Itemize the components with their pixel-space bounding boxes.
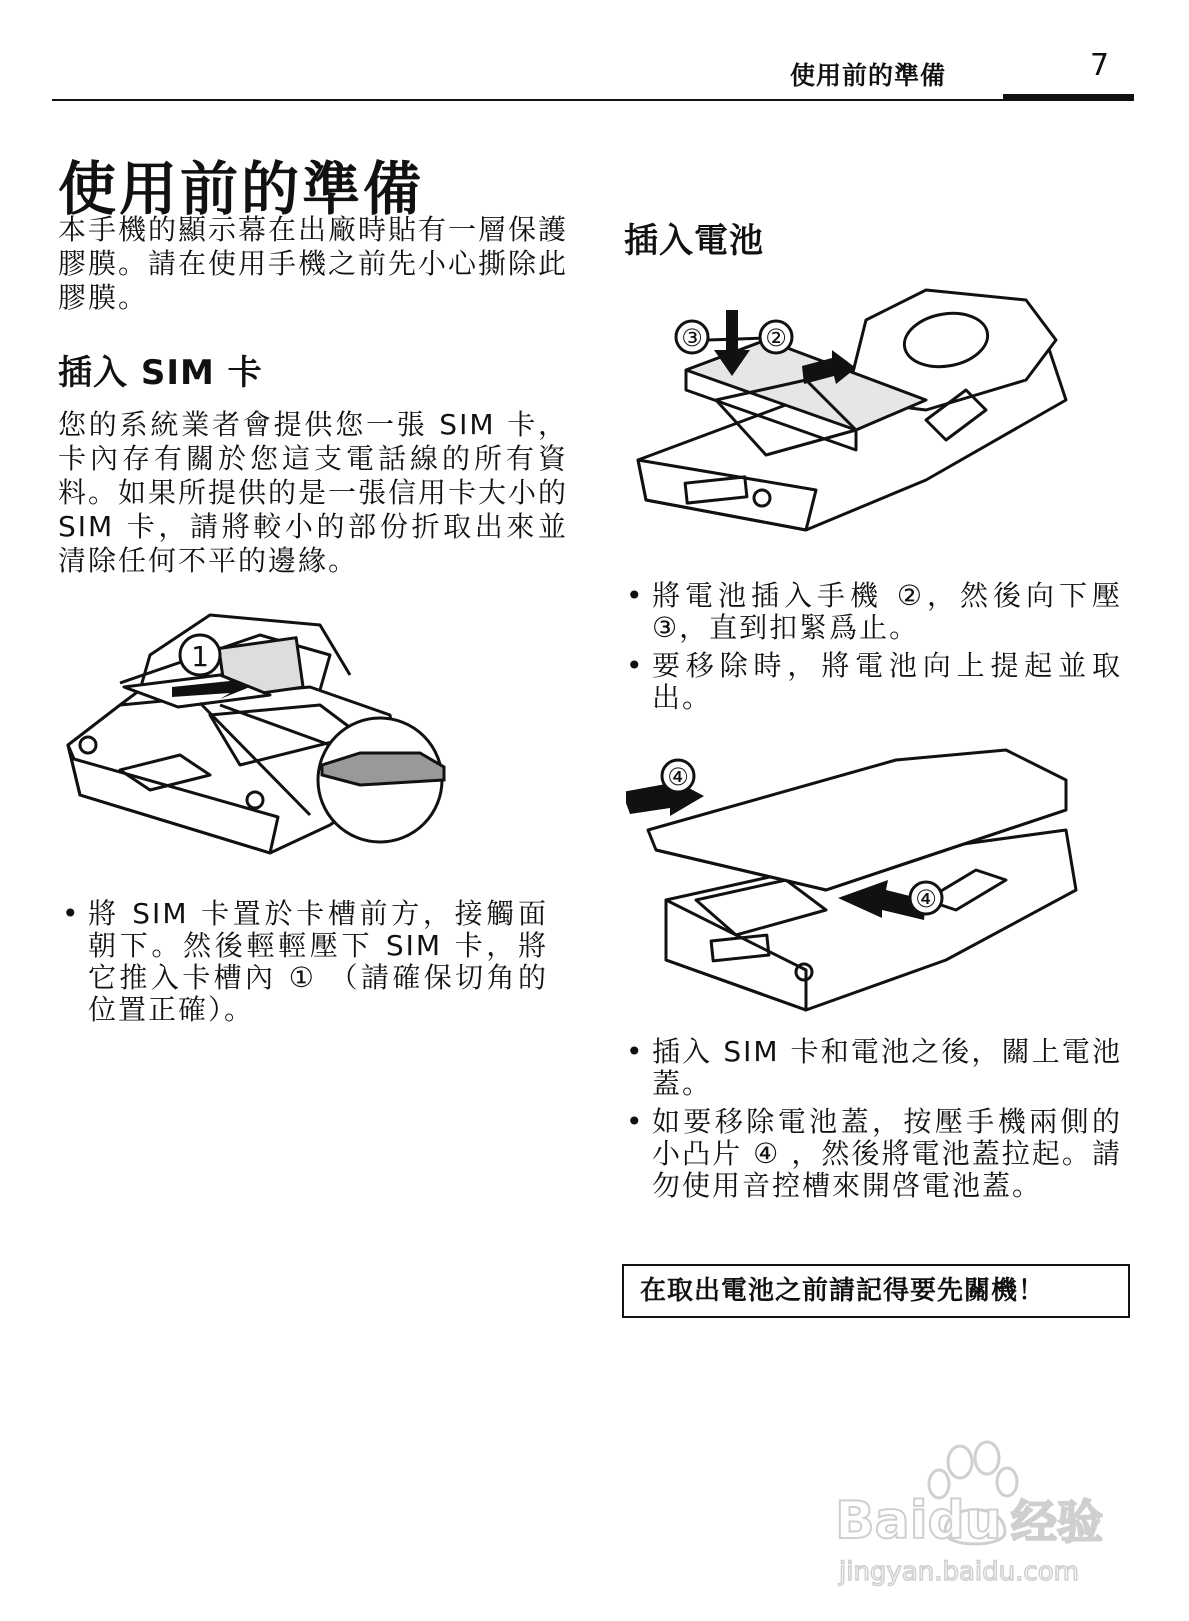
battery-figure-marker-insert: ② [765, 324, 787, 352]
left-column [58, 213, 568, 578]
page-title: 使用前的準備 [58, 155, 425, 223]
cover-figure-marker-tab: ④ [915, 885, 937, 913]
running-header: 使用前的準備 [790, 61, 947, 90]
power-off-warning: 在取出電池之前請記得要先關機！ [622, 1264, 1130, 1318]
battery-bullet-list [622, 580, 1122, 720]
header-rule [52, 99, 1134, 101]
battery-insert-illustration [626, 280, 1086, 555]
watermark-url: jingyan.baidu.com [839, 1557, 1079, 1587]
intro-paragraph: 本手機的顯示幕在出廠時貼有一層保護膠膜。請在使用手機之前先小心撕除此膠膜。 [58, 213, 569, 314]
sim-card-illustration [60, 595, 460, 865]
right-column [624, 213, 1124, 262]
sim-bullet-list [58, 898, 548, 1032]
list-item: • 如要移除電池蓋，按壓手機兩側的小凸片 ④ ，然後將電池蓋拉起。請勿使用音控槽來開啓電池蓋。 [622, 1106, 1122, 1202]
sim-paragraph: 您的系統業者會提供您一張 SIM 卡，卡內存有關於您這支電話線的所有資料。如果所提供的是一張信用卡大小的 SIM 卡，請將較小的部份折取出來並清除任何不平的邊緣。 [58, 408, 569, 577]
battery-cover-illustration [626, 740, 1096, 1020]
list-item: • 將電池插入手機 ②，然後向下壓 ③，直到扣緊爲止。 [622, 580, 1122, 644]
list-item: • 插入 SIM 卡和電池之後，關上電池蓋。 [622, 1036, 1122, 1100]
sim-figure-marker: 1 [191, 640, 209, 673]
sim-heading: 插入 SIM 卡 [58, 353, 263, 393]
battery-heading: 插入電池 [624, 221, 764, 261]
list-item: • 將 SIM 卡置於卡槽前方，接觸面朝下。然後輕輕壓下 SIM 卡，將它推入卡槽內 ① （請確保切角的位置正確）。 [58, 898, 548, 1026]
watermark-cn: 经验 [1011, 1495, 1103, 1549]
cover-figure-marker-slide: ④ [667, 763, 689, 791]
list-item: • 要移除時，將電池向上提起並取出。 [622, 650, 1122, 714]
header-rule-accent [1003, 94, 1134, 101]
battery-figure-marker-press: ③ [681, 324, 703, 352]
page-number: 7 [1090, 48, 1110, 83]
baidu-watermark [835, 1440, 1125, 1590]
watermark-brand: Baidu [835, 1491, 1002, 1551]
cover-bullet-list [622, 1036, 1122, 1208]
